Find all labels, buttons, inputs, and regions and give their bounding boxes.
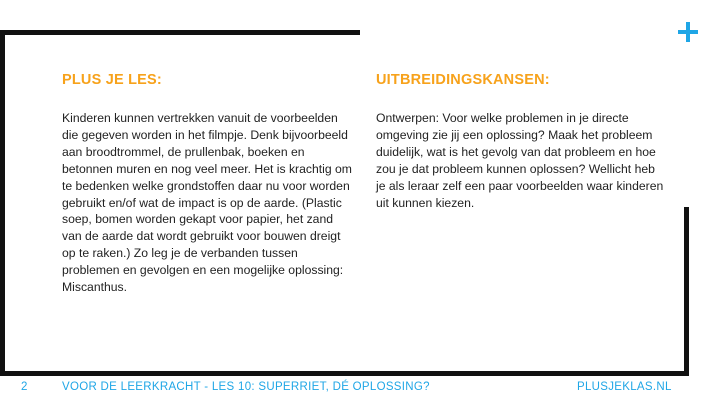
page-number: 2	[21, 381, 28, 393]
footer-website-link[interactable]: PLUSJEKLAS.NL	[577, 381, 672, 393]
frame-top-line	[2, 30, 360, 35]
footer-course-label: VOOR DE LEERKRACHT - LES 10: SUPERRIET, DÉ OPLOSSING?	[62, 381, 430, 393]
left-heading: PLUS JE LES:	[62, 72, 162, 88]
plus-icon	[678, 22, 698, 42]
right-body-text: Ontwerpen: Voor welke problemen in je directe omgeving zie jij een oplossing? Maak het probleem duidelijk, wat is het gevolg van dat probleem en hoe zou je dat probleem kunnen oplossen? Wellicht heb je als leraar zelf een paar voorbeelden waar kinderen uit kunnen kiezen.	[376, 111, 664, 210]
frame-left-line	[0, 30, 5, 375]
frame-right-line	[684, 207, 689, 377]
right-heading: UITBREIDINGSKANSEN:	[376, 72, 550, 88]
plus-icon-vertical-bar	[686, 22, 690, 42]
left-body-text: Kinderen kunnen vertrekken vanuit de voorbeelden die gegeven worden in het filmpje. Denk bijvoorbeeld aan broodtrommel, de prullenbak, boeken en betonnen muren en nog veel meer. Het is krachtig om te bedenken welke grondstoffen daar nu voor worden gebruikt en/of wat de impact is op de aarde. (Plastic soep, bomen worden gekapt voor papier, het zand van de aarde dat wordt gebruikt voor bouwen dreigt op te raken.) Zo leg je de verbanden tussen problemen en gevolgen en een mogelijke oplossing: Miscanthus.	[62, 111, 352, 295]
